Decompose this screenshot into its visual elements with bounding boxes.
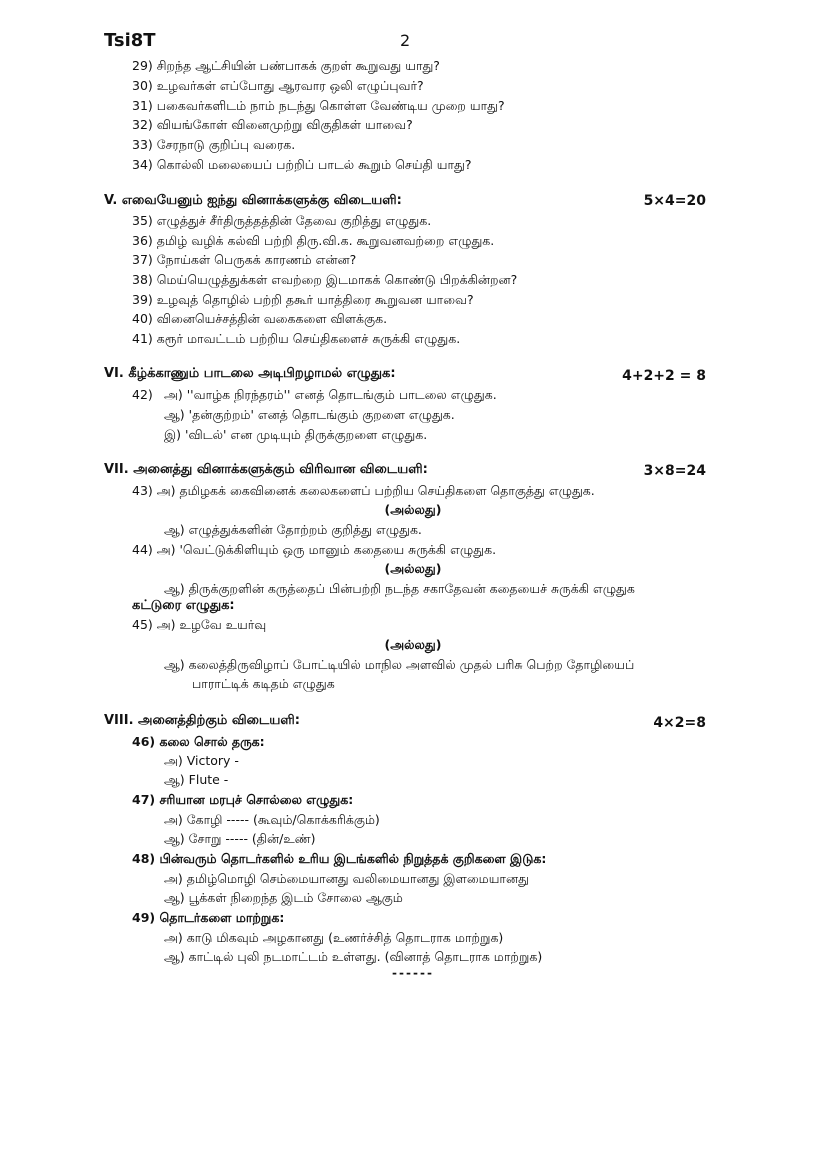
question-47a: அ) கோழி ----- (கூவும்/கொக்கரிக்கும்) bbox=[164, 812, 380, 827]
question-46: 46) கலை சொல் தருக: bbox=[132, 734, 265, 749]
essay-heading: கட்டுரை எழுதுக: bbox=[132, 598, 235, 613]
question-34: 34) கொல்லி மலையைப் பற்றிப் பாடல் கூறும் செய்தி யாது? bbox=[132, 157, 472, 172]
question-39: 39) உழவுத் தொழில் பற்றி தகூர் யாத்திரை கூறுவன யாவை? bbox=[132, 292, 474, 307]
or-separator: (அல்லது) bbox=[384, 561, 442, 576]
question-45b-line1: ஆ) கலைத்திருவிழாப் போட்டியில் மாநில அளவில் முதல் பரிசு பெற்ற தோழியைப் bbox=[164, 657, 635, 672]
question-42a: அ) ''வாழ்க நிரந்தரம்'' எனத் தொடங்கும் பாடலை எழுதுக. bbox=[164, 387, 497, 402]
section-vii-marks: 3×8=24 bbox=[643, 463, 706, 479]
question-44a: 44) அ) 'வெட்டுக்கிளியும் ஒரு மானும் கதையை சுருக்கி எழுதுக. bbox=[132, 542, 497, 557]
question-49a: அ) காடு மிகவும் அழகானது (உணர்ச்சித் தொடராக மாற்றுக) bbox=[164, 930, 504, 945]
question-48: 48) பின்வரும் தொடர்களில் உரிய இடங்களில் நிறுத்தக் குறிகளை இடுக: bbox=[132, 851, 547, 866]
section-vii-title: VII. அனைத்து வினாக்களுக்கும் விரிவான விடையளி: bbox=[104, 462, 428, 477]
question-42c: இ) 'விடல்' என முடியும் திருக்குறளை எழுதுக. bbox=[164, 427, 428, 442]
question-44b: ஆ) திருக்குறளின் கருத்தைப் பின்பற்றி நடந்த சகாதேவன் கதையைச் சுருக்கி எழுதுக bbox=[164, 581, 635, 596]
question-43b: ஆ) எழுத்துக்களின் தோற்றம் குறித்து எழுதுக. bbox=[164, 522, 422, 537]
section-viii-title: VIII. அனைத்திற்கும் விடையளி: bbox=[104, 713, 300, 728]
question-33: 33) சேரநாடு குறிப்பு வரைக. bbox=[132, 137, 296, 152]
question-46b: ஆ) Flute - bbox=[164, 772, 229, 787]
question-49b: ஆ) காட்டில் புலி நடமாட்டம் உள்ளது. (வினாத் தொடராக மாற்றுக) bbox=[164, 949, 543, 964]
question-45b-line2: பாராட்டிக் கடிதம் எழுதுக bbox=[192, 676, 335, 691]
question-48a: அ) தமிழ்மொழி செம்மையானது வலிமையானது இளமையானது bbox=[164, 871, 529, 886]
question-36: 36) தமிழ் வழிக் கல்வி பற்றி திரு.வி.க. கூறுவனவற்றை எழுதுக. bbox=[132, 233, 495, 248]
question-40: 40) வினையெச்சத்தின் வகைகளை விளக்குக. bbox=[132, 311, 388, 326]
section-vi-marks: 4+2+2 = 8 bbox=[622, 368, 706, 384]
question-37: 37) நோய்கள் பெருகக் காரணம் என்ன? bbox=[132, 252, 357, 267]
question-43a: 43) அ) தமிழகக் கைவினைக் கலைகளைப் பற்றிய செய்திகளை தொகுத்து எழுதுக. bbox=[132, 483, 595, 498]
page-number: 2 bbox=[400, 31, 411, 50]
question-42-number: 42) bbox=[132, 387, 153, 402]
section-vi-title: VI. கீழ்க்காணும் பாடலை அடிபிறழாமல் எழுதுக: bbox=[104, 366, 396, 381]
question-41: 41) கரூர் மாவட்டம் பற்றிய செய்திகளைச் சுருக்கி எழுதுக. bbox=[132, 331, 461, 346]
section-v-title: V. எவையேனும் ஐந்து வினாக்களுக்கு விடையளி: bbox=[104, 193, 402, 208]
question-31: 31) பகைவர்களிடம் நாம் நடந்து கொள்ள வேண்டிய முறை யாது? bbox=[132, 98, 505, 113]
question-47b: ஆ) சோறு ----- (தின்/உண்) bbox=[164, 831, 316, 846]
question-46a: அ) Victory - bbox=[164, 753, 239, 768]
end-marker: ------ bbox=[392, 966, 434, 980]
question-42b: ஆ) 'தன்குற்றம்' எனத் தொடங்கும் குறளை எழுதுக. bbox=[164, 407, 455, 422]
question-49: 49) தொடர்களை மாற்றுக: bbox=[132, 910, 285, 925]
question-30: 30) உழவர்கள் எப்போது ஆரவார ஒலி எழுப்புவர்? bbox=[132, 78, 424, 93]
question-35: 35) எழுத்துச் சீர்திருத்தத்தின் தேவை குறித்து எழுதுக. bbox=[132, 213, 432, 228]
question-32: 32) வியங்கோள் வினைமுற்று விகுதிகள் யாவை? bbox=[132, 117, 413, 132]
question-45a: 45) அ) உழவே உயர்வு bbox=[132, 617, 267, 632]
section-v-marks: 5×4=20 bbox=[643, 193, 706, 209]
paper-code: Tsi8T bbox=[104, 30, 156, 51]
or-separator: (அல்லது) bbox=[384, 637, 442, 652]
or-separator: (அல்லது) bbox=[384, 502, 442, 517]
section-viii-marks: 4×2=8 bbox=[653, 715, 706, 731]
question-38: 38) மெய்யெழுத்துக்கள் எவற்றை இடமாகக் கொண்டு பிறக்கின்றன? bbox=[132, 272, 518, 287]
question-48b: ஆ) பூக்கள் நிறைந்த இடம் சோலை ஆகும் bbox=[164, 890, 403, 905]
question-29: 29) சிறந்த ஆட்சியின் பண்பாகக் குறள் கூறுவது யாது? bbox=[132, 58, 440, 73]
question-47: 47) சரியான மரபுச் சொல்லை எழுதுக: bbox=[132, 792, 354, 807]
